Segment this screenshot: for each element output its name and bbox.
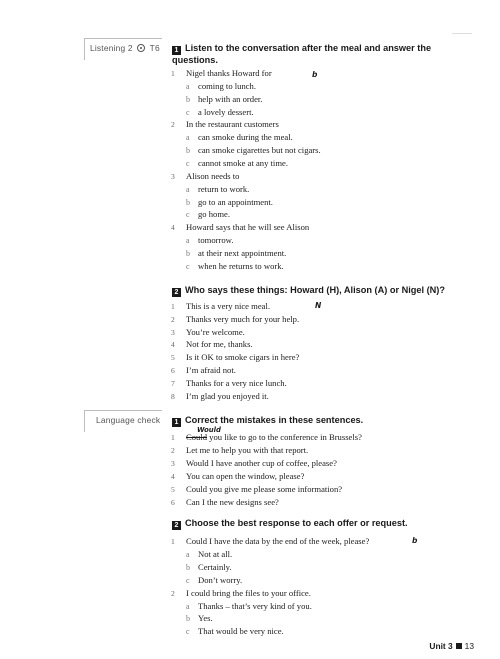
item-text: Would I have another cup of coffee, please? bbox=[186, 458, 337, 469]
option-text: when he returns to work. bbox=[198, 260, 284, 271]
item-number: 3 bbox=[171, 459, 175, 469]
option-letter: a bbox=[186, 549, 190, 559]
cd-icon bbox=[137, 44, 145, 52]
sidebar-divider bbox=[84, 38, 162, 39]
question-text: In the restaurant customers bbox=[186, 119, 279, 130]
section3-title: Correct the mistakes in these sentences. bbox=[185, 415, 364, 425]
section2-handwritten-answer: N bbox=[315, 301, 322, 310]
question-number: 2 bbox=[171, 120, 175, 130]
option-letter: c bbox=[186, 575, 190, 585]
item-number: 6 bbox=[171, 366, 175, 375]
item-number: 4 bbox=[171, 472, 175, 482]
item-text: You can open the window, please? bbox=[186, 471, 305, 482]
item-number: 8 bbox=[171, 391, 175, 401]
section3-struck-word: Could bbox=[186, 432, 208, 442]
sidebar-divider-vertical bbox=[84, 38, 85, 60]
section4-title: Choose the best response to each offer or request. bbox=[185, 518, 408, 528]
section2-number: 2 bbox=[172, 288, 181, 297]
option-letter: c bbox=[186, 107, 190, 117]
item-number: 3 bbox=[171, 327, 175, 337]
item-text: Could you give me please some information? bbox=[186, 484, 343, 495]
item-number: 5 bbox=[171, 485, 175, 495]
section3-number: 1 bbox=[172, 418, 181, 427]
option-letter: a bbox=[186, 236, 190, 246]
option-text: a lovely dessert. bbox=[198, 106, 254, 117]
section4-number: 2 bbox=[172, 521, 181, 530]
item-number: 7 bbox=[171, 378, 175, 388]
listening-text: Listening 2 bbox=[90, 43, 133, 53]
question-text: Alison needs to bbox=[186, 170, 240, 181]
item-text: Can I the new designs see? bbox=[186, 497, 279, 508]
question-number: 3 bbox=[171, 171, 175, 181]
language-check-label: Language check bbox=[96, 415, 161, 425]
option-letter: b bbox=[186, 197, 190, 207]
option-letter: c bbox=[186, 261, 190, 271]
item-text: Thanks for a very nice lunch. bbox=[186, 377, 287, 388]
item-text: Let me to help you with that report. bbox=[186, 445, 309, 455]
option-letter: b bbox=[186, 248, 190, 258]
item-text: Not for me, thanks. bbox=[186, 339, 253, 350]
option-text: go home. bbox=[198, 209, 230, 220]
option-text: return to work. bbox=[198, 183, 250, 194]
sidebar-divider-vertical-2 bbox=[84, 410, 85, 432]
section3-item-1 bbox=[186, 432, 362, 443]
item-text: Is it OK to smoke cigars in here? bbox=[186, 352, 300, 363]
section3-item-number: 1 bbox=[171, 433, 175, 442]
option-text: can smoke during the meal. bbox=[198, 132, 293, 143]
option-text: Yes. bbox=[198, 613, 213, 624]
item-number: 5 bbox=[171, 353, 175, 363]
option-letter: b bbox=[186, 614, 190, 624]
listening-label bbox=[90, 43, 160, 53]
section1-handwritten-answer: b bbox=[312, 70, 318, 79]
page-footer bbox=[429, 641, 474, 651]
question-text: Could I have the data by the end of the week, please? bbox=[186, 536, 370, 546]
unit-label: Unit 3 bbox=[429, 641, 453, 651]
item-number: 4 bbox=[171, 340, 175, 350]
section1-title-line1: Listen to the conversation after the meal and answer the bbox=[185, 43, 432, 53]
option-text: cannot smoke at any time. bbox=[198, 157, 288, 168]
option-text: tomorrow. bbox=[198, 235, 234, 246]
option-text: coming to lunch. bbox=[198, 80, 256, 91]
track-label: T6 bbox=[149, 43, 160, 53]
option-text: Not at all. bbox=[198, 548, 233, 559]
question-text: Nigel thanks Howard for bbox=[186, 68, 272, 78]
option-letter: b bbox=[186, 562, 190, 572]
option-text: That would be very nice. bbox=[198, 626, 284, 637]
option-text: Certainly. bbox=[198, 561, 232, 572]
sidebar-divider-2 bbox=[84, 410, 162, 411]
option-letter: b bbox=[186, 94, 190, 104]
section2-title: Who says these things: Howard (H), Alison (A) or Nigel (N)? bbox=[185, 285, 445, 295]
item-number: 1 bbox=[171, 302, 175, 311]
item-number: 2 bbox=[171, 314, 175, 324]
item-text: I’m glad you enjoyed it. bbox=[186, 390, 269, 401]
option-letter: c bbox=[186, 210, 190, 220]
question-text: I could bring the files to your office. bbox=[186, 587, 311, 598]
item-text: You’re welcome. bbox=[186, 326, 245, 337]
option-text: Don’t worry. bbox=[198, 574, 243, 585]
section1-heading bbox=[172, 43, 431, 66]
page-number: 13 bbox=[464, 641, 474, 651]
option-letter: a bbox=[186, 601, 190, 611]
item-text: This is a very nice meal. bbox=[186, 301, 270, 311]
option-text: at their next appointment. bbox=[198, 247, 287, 258]
section4-heading bbox=[172, 518, 408, 530]
option-letter: a bbox=[186, 184, 190, 194]
question-text: Howard says that he will see Alison bbox=[186, 222, 310, 233]
question-number: 2 bbox=[171, 588, 175, 598]
option-text: Thanks – that’s very kind of you. bbox=[198, 600, 312, 611]
question-number: 1 bbox=[171, 537, 175, 546]
question-number: 4 bbox=[171, 223, 175, 233]
option-text: can smoke cigarettes but not cigars. bbox=[198, 145, 321, 156]
item-number: 2 bbox=[171, 446, 175, 455]
corner-rule bbox=[452, 33, 472, 34]
item-text: Thanks very much for your help. bbox=[186, 313, 300, 324]
section1-number: 1 bbox=[172, 46, 181, 55]
option-letter: c bbox=[186, 627, 190, 637]
option-text: go to an appointment. bbox=[198, 196, 273, 207]
option-text: help with an order. bbox=[198, 93, 263, 104]
section3-handwritten-correction: Would bbox=[197, 426, 221, 434]
option-letter: a bbox=[186, 133, 190, 143]
section3-item-1-rest: you like to go to the conference in Brussels? bbox=[207, 432, 362, 442]
footer-square-icon bbox=[456, 643, 462, 649]
section2-heading bbox=[172, 285, 445, 297]
section1-title-line2: questions. bbox=[172, 55, 218, 65]
option-letter: c bbox=[186, 158, 190, 168]
section4-handwritten-answer: b bbox=[412, 536, 418, 545]
item-number: 6 bbox=[171, 498, 175, 508]
question-number: 1 bbox=[171, 69, 175, 78]
option-letter: b bbox=[186, 146, 190, 156]
item-text: I’m afraid not. bbox=[186, 365, 236, 375]
option-letter: a bbox=[186, 81, 190, 91]
